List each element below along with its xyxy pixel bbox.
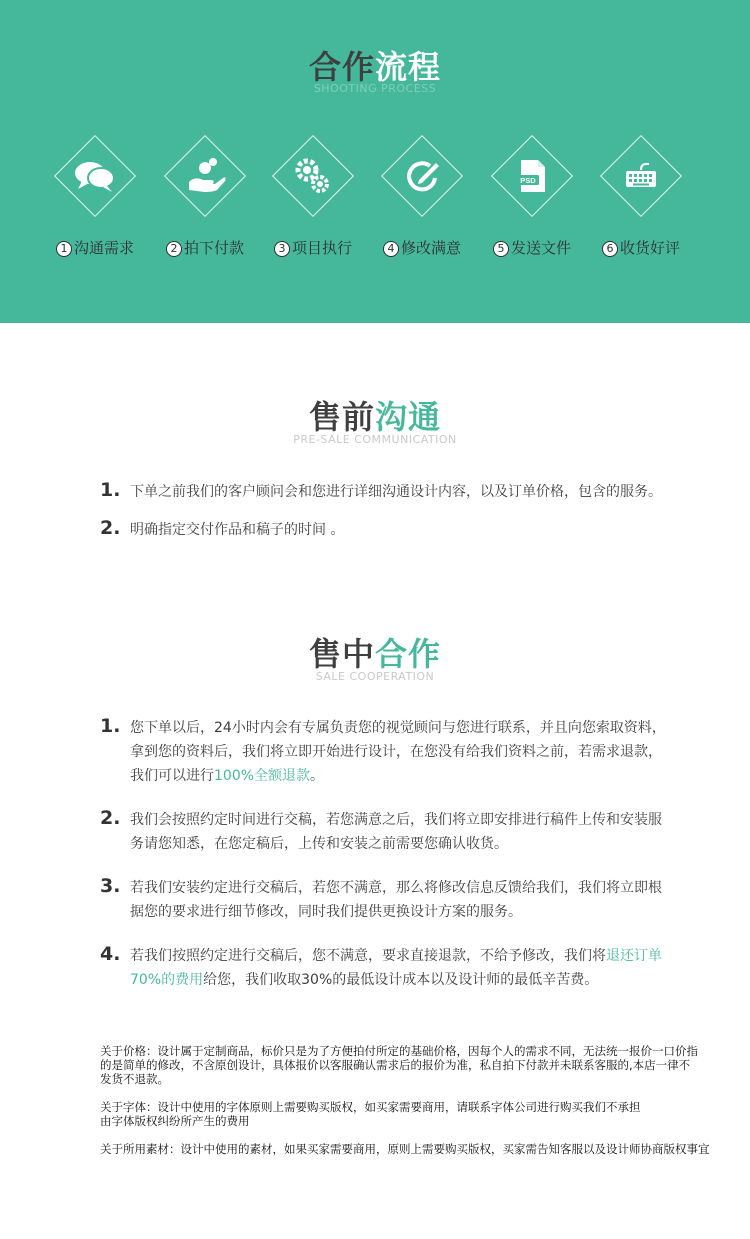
step-label: 3 项目执行 xyxy=(258,237,368,258)
list-item: 1. 下单之前我们的客户顾问会和您进行详细沟通设计内容，以及订单价格，包含的服务。 xyxy=(100,479,662,501)
step-review xyxy=(586,133,696,263)
process-title-a: 合作 xyxy=(308,48,375,86)
list-item: 3. 若我们安装约定进行交稿后，若您不满意，那么将修改信息反馈给我们，我们将立即根据您的要求进行细节修改，同时我们提供更换设计方案的服务。 xyxy=(100,875,662,920)
note-font: 关于字体：设计中使用的字体原则上需要购买版权，如买家需要商用，请联系字体公司进行购买我们不承担由字体版权纠纷所产生的费用 xyxy=(100,1100,641,1128)
step-label: 6 收货好评 xyxy=(586,237,696,258)
insale-list xyxy=(100,716,670,992)
hand-coin-icon xyxy=(175,146,235,206)
chat-bubbles-icon xyxy=(65,146,125,206)
insale-subtitle: SALE COOPERATION xyxy=(315,670,435,683)
step-label: 4 修改满意 xyxy=(367,237,477,258)
edit-refresh-icon xyxy=(392,146,452,206)
svg-text:PSD: PSD xyxy=(520,176,536,185)
process-subtitle: SHOOTING PROCESS xyxy=(313,82,437,95)
notes xyxy=(100,1044,720,1170)
presale-subtitle: PRE-SALE COMMUNICATION xyxy=(293,433,457,446)
step-revise xyxy=(367,133,477,263)
note-material: 关于所用素材：设计中使用的素材，如果买家需要商用，原则上需要购买版权，买家需告知客服以及设计师协商版权事宜 xyxy=(100,1142,710,1156)
step-label: 2 拍下付款 xyxy=(150,237,260,258)
process-steps xyxy=(0,133,750,273)
process-banner xyxy=(0,0,750,323)
list-item: 2. 明确指定交付作品和稿子的时间 。 xyxy=(100,517,345,539)
step-label: 1 沟通需求 xyxy=(40,237,150,258)
note-price: 关于价格：设计属于定制商品，标价只是为了方便拍付所定的基础价格，因每个人的需求不同，无法统一报价一口价指的是简单的修改，不含原创设计，具体报价以客服确认需求后的报价为准，私自拍下付款并未联系客服的,本店一律不发货不退款。 xyxy=(100,1044,698,1086)
keyboard-icon xyxy=(611,146,671,206)
list-item: 1. 您下单以后，24小时内会有专属负责您的视觉顾问与您进行联系，并且向您索取资料，拿到您的资料后，我们将立即开始进行设计，在您没有给我们资料之前，若需求退款，我们可以进行100%全额退款。 xyxy=(100,715,666,784)
psd-file-icon xyxy=(502,146,562,206)
list-item: 4. 若我们按照约定进行交稿后，您不满意，要求直接退款，不给予修改，我们将退还订单70%的费用给您，我们收取30%的最低设计成本以及设计师的最低辛苦费。 xyxy=(100,943,662,988)
step-payment xyxy=(150,133,260,263)
insale-title: 售中合作 xyxy=(308,635,442,673)
gears-icon xyxy=(283,146,343,206)
step-execute xyxy=(258,133,368,263)
step-label: 5 发送文件 xyxy=(477,237,587,258)
presale-list xyxy=(100,480,680,542)
process-title-b: 流程 xyxy=(375,48,442,86)
step-send-file xyxy=(477,133,587,263)
step-communicate xyxy=(40,133,150,263)
list-item: 2. 我们会按照约定时间进行交稿，若您满意之后，我们将立即安排进行稿件上传和安装服务请您知悉，在您定稿后，上传和安装之前需要您确认收货。 xyxy=(100,807,662,852)
presale-title: 售前沟通 xyxy=(308,398,442,436)
